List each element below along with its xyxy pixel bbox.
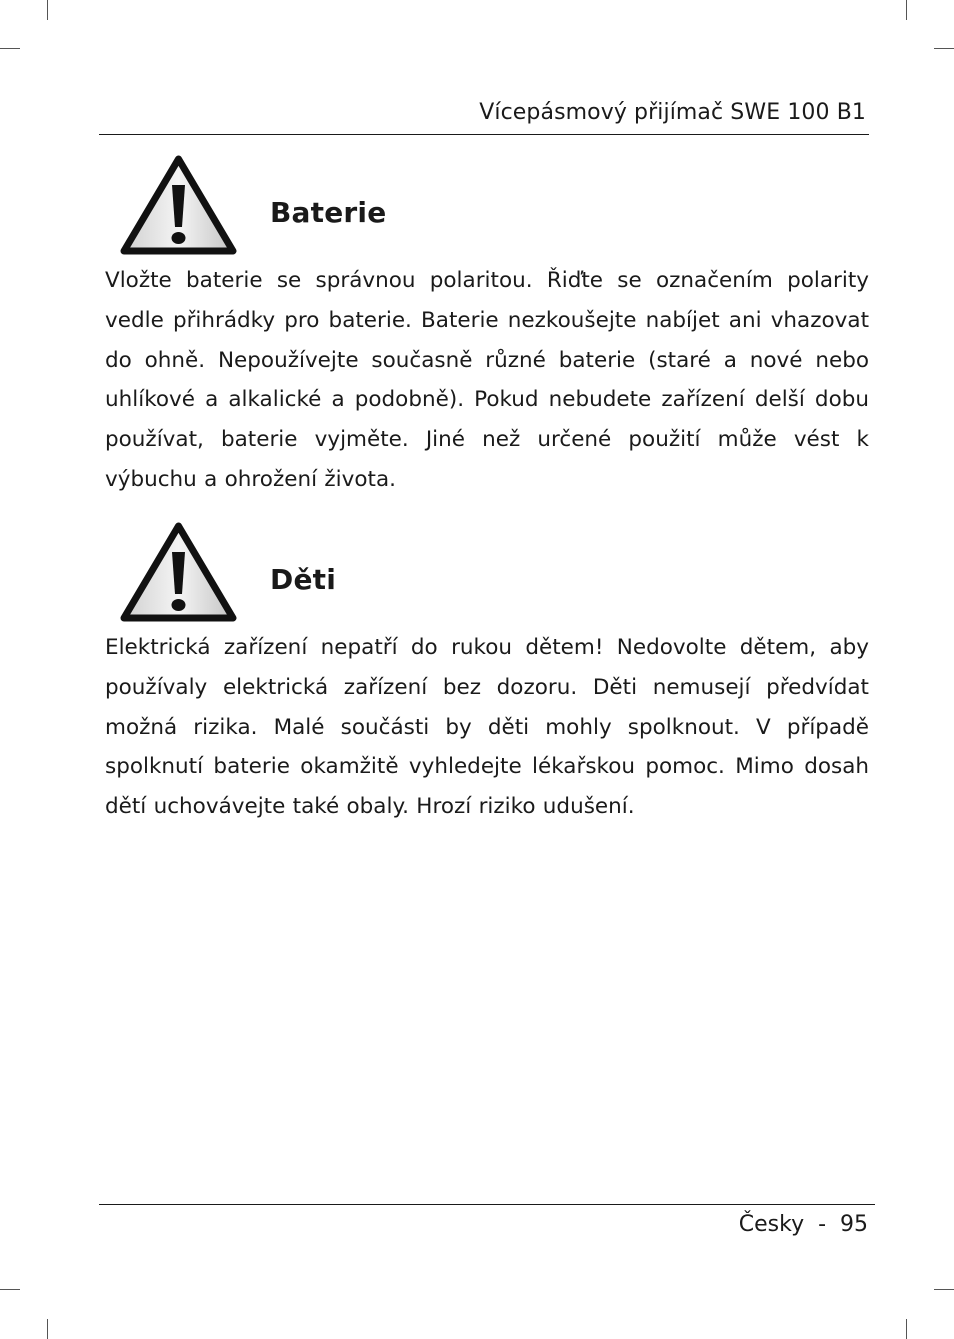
crop-mark-bottom-left-horizontal bbox=[0, 1289, 20, 1290]
crop-mark-bottom-right-vertical bbox=[906, 1319, 907, 1339]
footer-rule bbox=[99, 1204, 875, 1205]
crop-mark-top-left-vertical bbox=[47, 0, 48, 20]
warning-triangle-icon bbox=[120, 522, 237, 623]
section-body-baterie: Vložte baterie se správnou polaritou. Řiďte se označením polarity vedle přihrádky pro baterie. Baterie nezkoušejte nabíjet ani vhazovat do ohně. Nepoužívejte současně různé baterie (staré a nové nebo uhlíkové a alkalické a podobně). Pokud nebudete zařízení delší dobu používat, baterie vyjměte. Jiné než určené použití může vést k výbuchu a ohrožení života. bbox=[105, 268, 869, 492]
warning-triangle-icon bbox=[120, 155, 237, 256]
crop-mark-top-right-vertical bbox=[906, 0, 907, 20]
section-heading-baterie: Baterie bbox=[270, 196, 387, 229]
running-header: Vícepásmový přijímač SWE 100 B1 bbox=[479, 100, 866, 125]
page-footer: Česky - 95 bbox=[738, 1212, 868, 1237]
crop-mark-top-right-horizontal bbox=[934, 48, 954, 49]
section-heading-deti: Děti bbox=[270, 563, 337, 596]
section-body-deti: Elektrická zařízení nepatří do rukou dětem! Nedovolte dětem, aby používaly elektrická zařízení bez dozoru. Děti nemusejí předvídat možná rizika. Malé součásti by děti mohly spolknout. V případě spolknutí baterie okamžitě vyhledejte lékařskou pomoc. Mimo dosah dětí uchovávejte také obaly. Hrozí riziko udušení. bbox=[105, 635, 869, 820]
crop-mark-bottom-right-horizontal bbox=[934, 1289, 954, 1290]
header-rule bbox=[99, 134, 869, 135]
crop-mark-top-left-horizontal bbox=[0, 48, 20, 49]
crop-mark-bottom-left-vertical bbox=[47, 1319, 48, 1339]
